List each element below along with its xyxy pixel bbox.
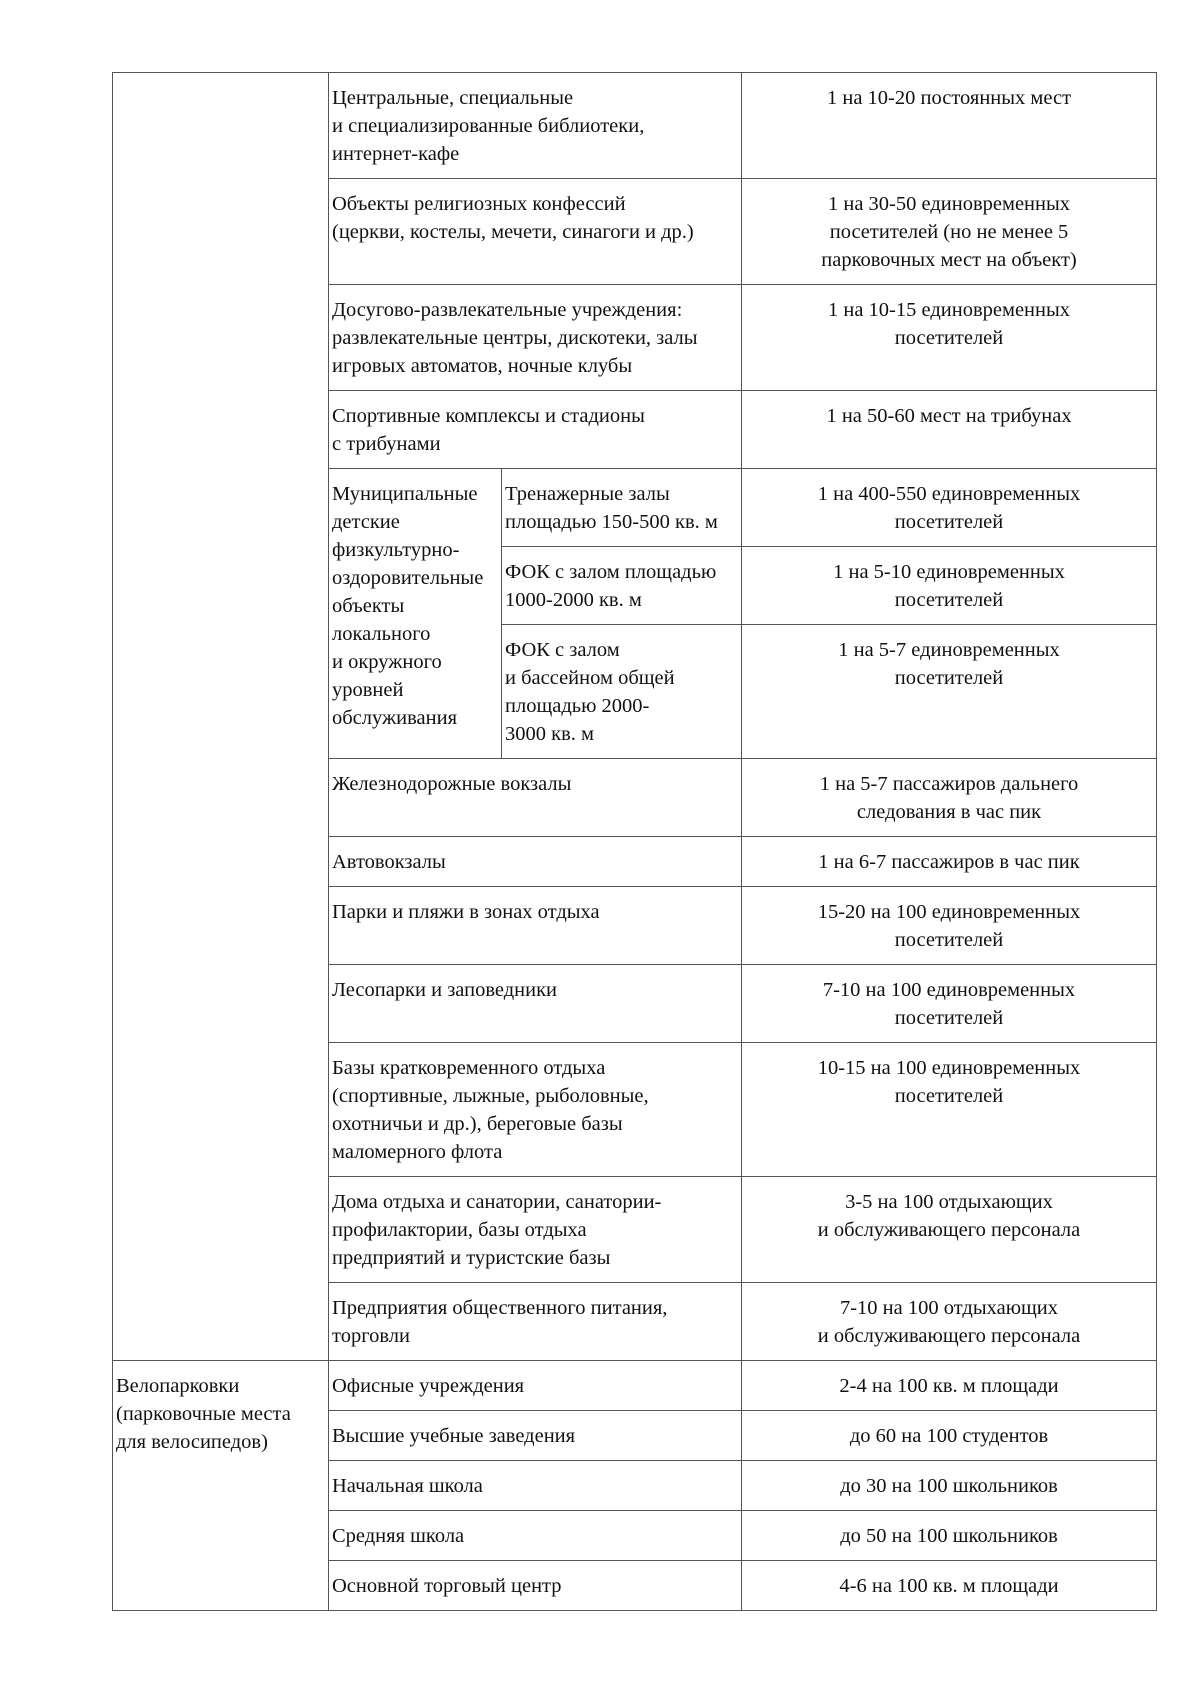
text-line: 1 на 10-15 единовременных	[827, 299, 1071, 321]
norm-cell	[742, 1461, 1157, 1511]
text-line: для велосипедов)	[116, 1431, 268, 1453]
norm-cell	[742, 1511, 1157, 1561]
object-cell	[329, 1461, 742, 1511]
text-line: Основной торговый центр	[332, 1575, 562, 1597]
norm-cell	[742, 1361, 1157, 1411]
norm-cell	[742, 73, 1157, 179]
text-line: 1 на 6-7 пассажиров в час пик	[818, 851, 1080, 873]
text-line: 1 на 5-7 пассажиров дальнего	[819, 773, 1079, 795]
text-line: посетителей	[894, 1085, 1004, 1107]
norm-cell	[742, 391, 1157, 469]
text-line: до 60 на 100 студентов	[849, 1425, 1049, 1447]
object-cell	[329, 837, 742, 887]
text-line: и обслуживающего персонала	[817, 1219, 1081, 1241]
text-line: Парки и пляжи в зонах отдыха	[332, 901, 600, 923]
text-line: (спортивные, лыжные, рыболовные,	[332, 1085, 649, 1107]
text-line: 1 на 50-60 мест на трибунах	[826, 405, 1072, 427]
bicycle-parking-category	[113, 1361, 329, 1611]
table-body	[113, 73, 1157, 1611]
object-cell	[329, 1511, 742, 1561]
norm-cell	[742, 887, 1157, 965]
object-cell	[329, 1561, 742, 1611]
text-line: площадью 2000-	[505, 695, 650, 717]
text-line: Предприятия общественного питания,	[332, 1297, 668, 1319]
text-line: торговли	[332, 1325, 410, 1347]
text-line: и бассейном общей	[505, 667, 675, 689]
text-line: 4-6 на 100 кв. м площади	[839, 1575, 1059, 1597]
norm-cell	[742, 1043, 1157, 1177]
text-line: посетителей	[894, 667, 1004, 689]
text-line: Велопарковки	[116, 1375, 240, 1397]
text-line: посетителей	[894, 1007, 1004, 1029]
text-line: маломерного флота	[332, 1141, 503, 1163]
norm-cell	[742, 1283, 1157, 1361]
text-line: предприятий и туристские базы	[332, 1247, 611, 1269]
object-cell	[329, 1177, 742, 1283]
object-cell	[329, 179, 742, 285]
text-line: до 30 на 100 школьников	[840, 1475, 1058, 1497]
text-line: с трибунами	[332, 433, 441, 455]
text-line: Спортивные комплексы и стадионы	[332, 405, 645, 427]
object-cell	[329, 965, 742, 1043]
text-line: охотничьи и др.), береговые базы	[332, 1113, 623, 1135]
text-line: 7-10 на 100 отдыхающих	[839, 1297, 1059, 1319]
text-line: площадью 150-500 кв. м	[505, 511, 718, 533]
text-line: 1 на 400-550 единовременных	[817, 483, 1081, 505]
text-line: и окружного	[332, 651, 442, 673]
object-cell	[502, 625, 742, 759]
text-line: Железнодорожные вокзалы	[332, 773, 572, 795]
norm-cell	[742, 1561, 1157, 1611]
text-line: и специализированные библиотеки,	[332, 115, 645, 137]
text-line: физкультурно-	[332, 539, 460, 561]
object-cell	[329, 73, 742, 179]
text-line: 1 на 30-50 единовременных	[827, 193, 1071, 215]
text-line: локального	[332, 623, 431, 645]
text-line: посетителей	[894, 327, 1004, 349]
text-line: 1 на 10-20 постоянных мест	[826, 87, 1072, 109]
norm-cell	[742, 759, 1157, 837]
text-line: Автовокзалы	[332, 851, 446, 873]
text-line: посетителей (но не менее 5	[829, 221, 1069, 243]
text-line: игровых автоматов, ночные клубы	[332, 355, 633, 377]
text-line: Тренажерные залы	[505, 483, 670, 505]
text-line: парковочных мест на объект)	[821, 249, 1077, 271]
text-line: следования в час пик	[856, 801, 1042, 823]
text-line: Досугово-развлекательные учреждения:	[332, 299, 683, 321]
norm-cell	[742, 1177, 1157, 1283]
object-cell	[329, 1283, 742, 1361]
object-cell	[502, 547, 742, 625]
text-line: ФОК с залом	[505, 639, 620, 661]
text-line: посетителей	[894, 929, 1004, 951]
object-cell	[329, 285, 742, 391]
object-cell	[329, 1043, 742, 1177]
text-line: уровней	[332, 679, 404, 701]
object-cell	[329, 1411, 742, 1461]
text-line: и обслуживающего персонала	[817, 1325, 1081, 1347]
text-line: 3-5 на 100 отдыхающих	[845, 1191, 1053, 1213]
object-cell	[502, 469, 742, 547]
text-line: 3000 кв. м	[505, 723, 594, 745]
text-line: (парковочные места	[116, 1403, 291, 1425]
text-line: оздоровительные	[332, 567, 484, 589]
text-line: развлекательные центры, дискотеки, залы	[332, 327, 698, 349]
parking-norms-table	[112, 72, 1157, 1611]
text-line: 1000-2000 кв. м	[505, 589, 642, 611]
text-line: 1 на 5-10 единовременных	[833, 561, 1065, 583]
object-cell	[329, 887, 742, 965]
text-line: Центральные, специальные	[332, 87, 574, 109]
table-row	[113, 73, 1157, 179]
text-line: объекты	[332, 595, 405, 617]
object-cell	[329, 759, 742, 837]
text-line: 10-15 на 100 единовременных	[817, 1057, 1081, 1079]
text-line: 7-10 на 100 единовременных	[822, 979, 1076, 1001]
text-line: Высшие учебные заведения	[332, 1425, 576, 1447]
table-row	[113, 1361, 1157, 1411]
text-line: (церкви, костелы, мечети, синагоги и др.)	[332, 221, 694, 243]
text-line: до 50 на 100 школьников	[840, 1525, 1058, 1547]
norm-cell	[742, 625, 1157, 759]
text-line: Базы кратковременного отдыха	[332, 1057, 606, 1079]
norm-cell	[742, 179, 1157, 285]
text-line: профилактории, базы отдыха	[332, 1219, 587, 1241]
text-line: интернет-кафе	[332, 143, 460, 165]
text-line: Муниципальные	[332, 483, 478, 505]
text-line: Объекты религиозных конфессий	[332, 193, 626, 215]
text-line: детские	[332, 511, 400, 533]
norm-cell	[742, 469, 1157, 547]
text-line: Дома отдыха и санатории, санатории-	[332, 1191, 662, 1213]
object-cell	[329, 391, 742, 469]
text-line: обслуживания	[332, 707, 458, 729]
text-line: ФОК с залом площадью	[505, 561, 717, 583]
norm-cell	[742, 965, 1157, 1043]
text-line: 15-20 на 100 единовременных	[817, 901, 1081, 923]
text-line: 1 на 5-7 единовременных	[838, 639, 1060, 661]
municipal-group-label	[329, 469, 502, 759]
norm-cell	[742, 1411, 1157, 1461]
text-line: Начальная школа	[332, 1475, 483, 1497]
text-line: Лесопарки и заповедники	[332, 979, 558, 1001]
text-line: Средняя школа	[332, 1525, 465, 1547]
object-cell	[329, 1361, 742, 1411]
norm-cell	[742, 837, 1157, 887]
text-line: посетителей	[894, 511, 1004, 533]
norm-cell	[742, 285, 1157, 391]
text-line: 2-4 на 100 кв. м площади	[839, 1375, 1059, 1397]
category-cell-empty	[113, 73, 329, 1361]
text-line: посетителей	[894, 589, 1004, 611]
norm-cell	[742, 547, 1157, 625]
text-line: Офисные учреждения	[332, 1375, 525, 1397]
